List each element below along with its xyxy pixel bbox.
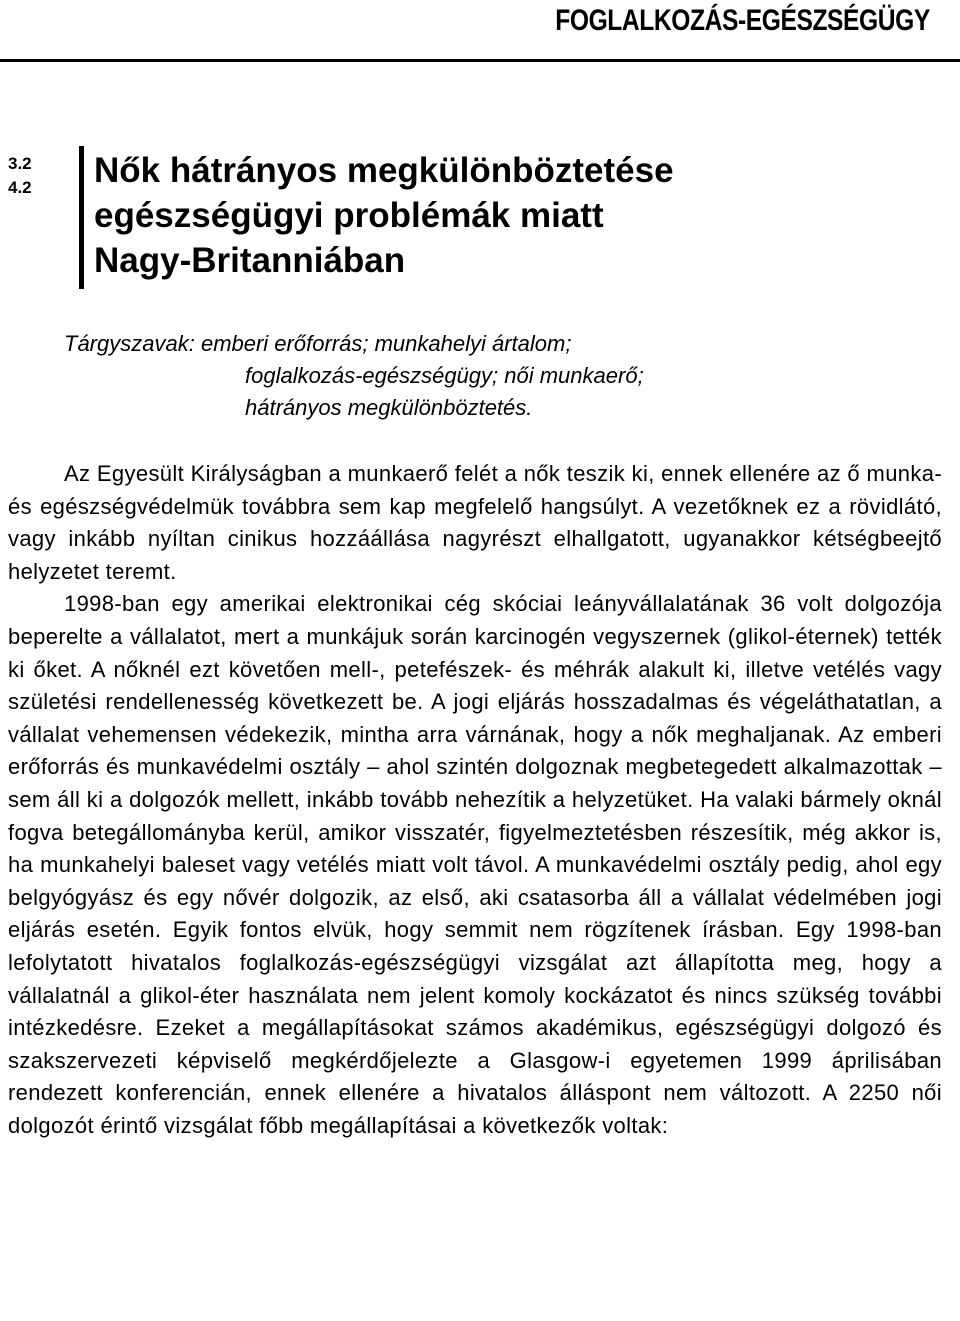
article-title-line-3: Nagy-Britanniában bbox=[94, 241, 406, 280]
running-header-title: FOGLALKOZÁS-EGÉSZSÉGÜGY bbox=[555, 4, 930, 37]
title-accent-bar bbox=[79, 146, 84, 289]
keywords-line-3: hátrányos megkülönböztetés. bbox=[245, 395, 533, 420]
section-number bbox=[8, 152, 32, 200]
keywords-block bbox=[64, 328, 954, 424]
keywords-text-1: emberi erőforrás; munkahelyi ártalom; bbox=[200, 331, 572, 356]
article-title-line-1: Nők hátrányos megkülönböztetése bbox=[94, 151, 674, 190]
section-number-line-2: 4.2 bbox=[8, 178, 32, 197]
article-body bbox=[8, 458, 942, 1142]
article-title-line-2: egészségügyi problémák miatt bbox=[94, 196, 604, 235]
body-paragraph-1: Az Egyesült Királyságban a munkaerő felét a nők teszik ki, ennek ellenére az ő munka- és egészségvédelmük továbbra sem kap megfelelő hangsúlyt. A vezetőknek ez a rövidlátó, vagy inkább nyíltan cinikus hozzáállása nagyrészt elhallgatott, ugyanakkor kétségbeejtő helyzetet teremt. bbox=[8, 461, 942, 584]
article-title bbox=[94, 148, 954, 283]
section-number-line-1: 3.2 bbox=[8, 154, 32, 173]
header-divider bbox=[0, 59, 960, 62]
body-paragraph-2: 1998-ban egy amerikai elektronikai cég skóciai leányvállalatának 36 volt dolgozója beperelte a vállalatot, mert a munkájuk során karcinogén vegyszernek (glikol-éternek) tették ki őket. A nőknél ezt követően mell-, petefészek- és méhrák alakult ki, illetve vetélés vagy születési rendellenesség következett be. A jogi eljárás hosszadalmas és végeláthatatlan, a vállalat vehemensen védekezik, mintha arra várnának, hogy a nők meghaljanak. Az emberi erőforrás és munkavédelmi osztály – ahol szintén dolgoznak megbetegedett alkalmazottak – sem áll ki a dolgozók mellett, inkább tovább nehezítik a helyzetüket. Ha valaki bármely oknál fogva betegállományba kerül, amikor visszatér, figyelmeztetésben részesítik, még akkor is, ha munkahelyi baleset vagy vetélés miatt volt távol. A munkavédelmi osztály pedig, ahol egy belgyógyász és egy nővér dolgozik, az első, aki csatasorba áll a vállalat védelmében jogi eljárás esetén. Egyik fontos elvük, hogy semmit nem rögzítenek írásban. Egy 1998-ban lefolytatott hivatalos foglalkozás-egészségügyi vizsgálat azt állapította meg, hogy a vállalatnál a glikol-éter használata nem jelent komoly kockázatot és nincs szükség további intézkedésre. Ezeket a megállapításokat számos akadémikus, egészségügyi dolgozó és szakszervezeti képviselő megkérdőjelezte a Glasgow-i egyetemen 1999 áprilisában rendezett konferencián, ennek ellenére a hivatalos álláspont nem változott. A 2250 női dolgozót érintő vizsgálat főbb megállapításai a következők voltak: bbox=[8, 591, 942, 1138]
keywords-line-2: foglalkozás-egészségügy; női munkaerő; bbox=[245, 363, 644, 388]
keywords-label: Tárgyszavak: bbox=[64, 331, 195, 356]
keywords-line-1 bbox=[64, 328, 954, 360]
